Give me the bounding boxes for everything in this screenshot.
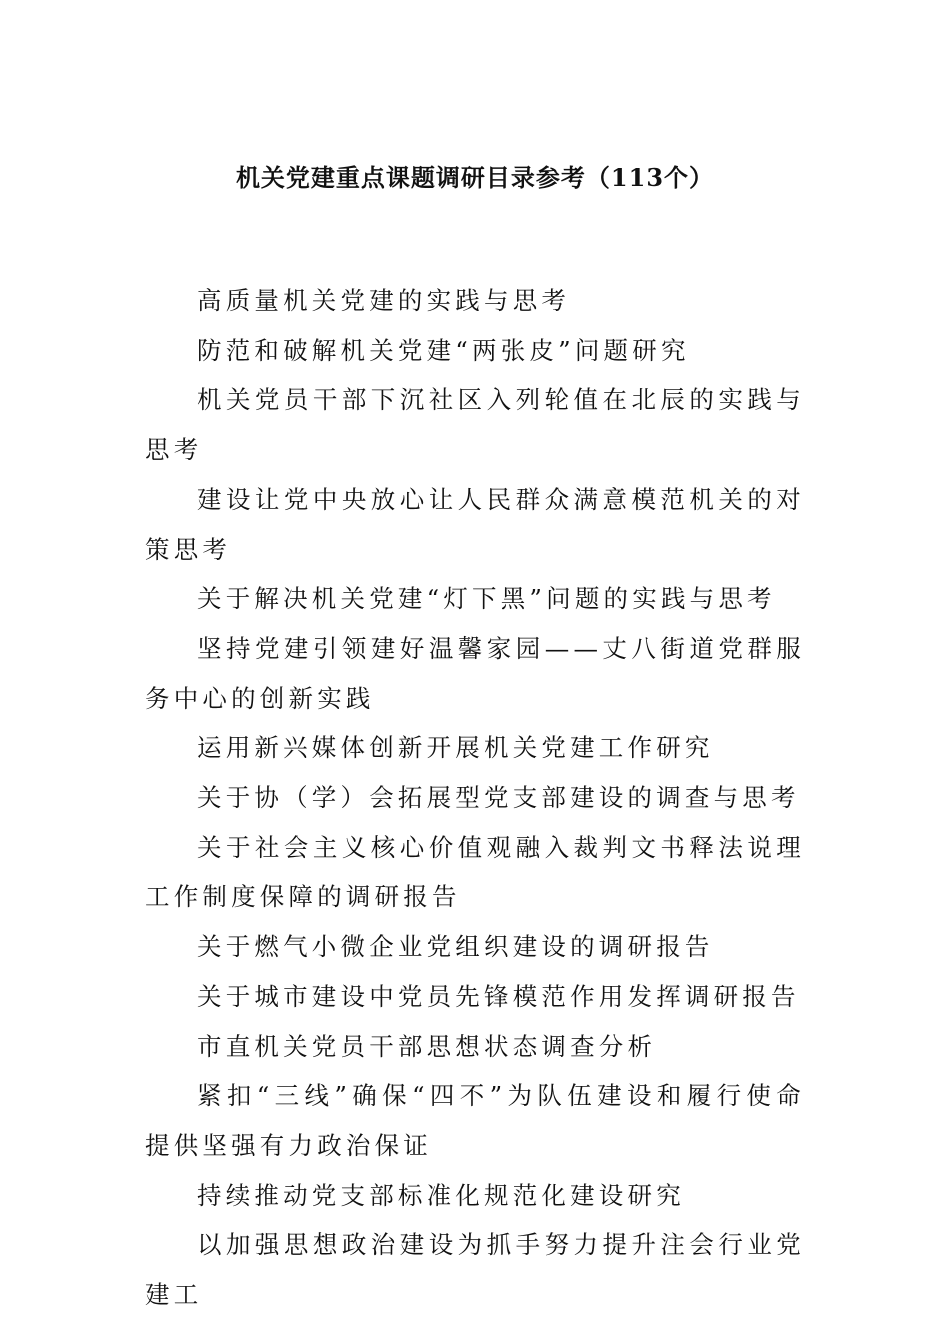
- list-item: 以加强思想政治建设为抓手努力提升注会行业党建工: [145, 1230, 805, 1310]
- topic-list: [145, 276, 805, 1320]
- list-item: 防范和破解机关党建“两张皮”问题研究: [197, 335, 690, 365]
- list-item: 关于城市建设中党员先锋模范作用发挥调研报告: [197, 981, 800, 1011]
- list-item: 关于解决机关党建“灯下黑”问题的实践与思考: [197, 584, 776, 614]
- list-item: 市直机关党员干部思想状态调查分析: [197, 1031, 657, 1061]
- list-item: 运用新兴媒体创新开展机关党建工作研究: [197, 733, 714, 763]
- list-item: 持续推动党支部标准化规范化建设研究: [197, 1180, 685, 1210]
- list-item: 关于社会主义核心价值观融入裁判文书释法说理工作制度保障的调研报告: [145, 832, 805, 912]
- document-title: 机关党建重点课题调研目录参考（113个）: [235, 163, 715, 192]
- list-item: 关于燃气小微企业党组织建设的调研报告: [197, 932, 714, 962]
- list-item: 关于协（学）会拓展型党支部建设的调查与思考: [197, 783, 800, 813]
- list-item: 坚持党建引领建好温馨家园——丈八街道党群服务中心的创新实践: [145, 633, 805, 713]
- list-item: 紧扣“三线”确保“四不”为队伍建设和履行使命提供坚强有力政治保证: [145, 1081, 805, 1160]
- list-item: 机关党员干部下沉社区入列轮值在北辰的实践与思考: [145, 385, 805, 465]
- list-item: 高质量机关党建的实践与思考: [197, 286, 571, 315]
- list-item: 建设让党中央放心让人民群众满意模范机关的对策思考: [145, 484, 805, 564]
